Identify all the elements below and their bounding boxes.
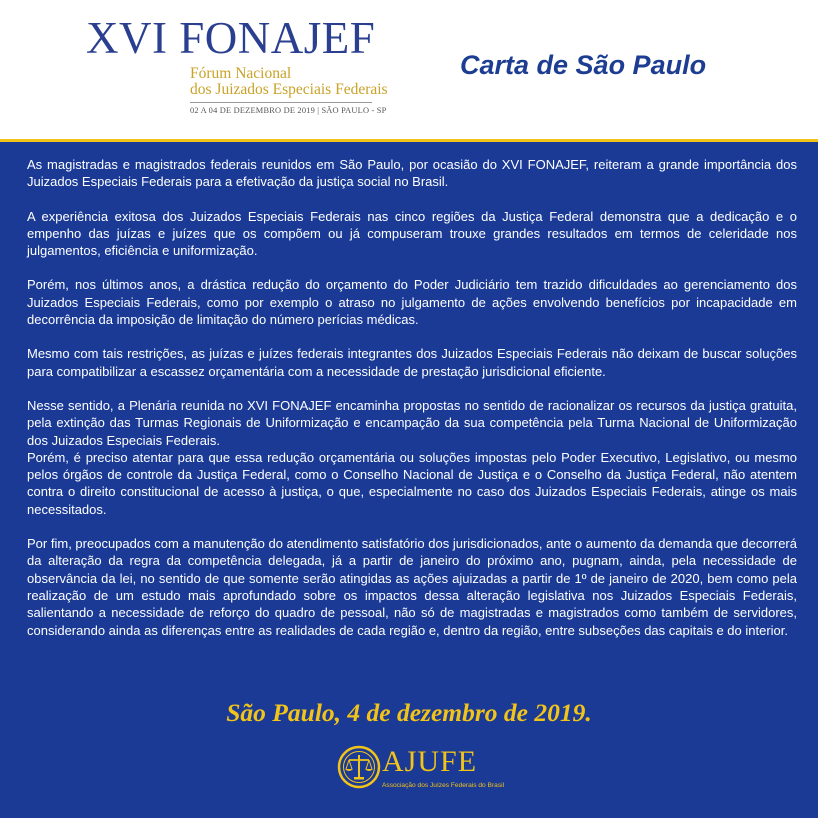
paragraph: Nesse sentido, a Plenária reunida no XVI FONAJEF encaminha propostas no sentido de racionalizar os recursos da justiça gratuita, pela extinção das Turmas Regionais de Uniformização e encampação da sua competência pela Turma Nacional de Uniformização dos Juizados Especiais Federais. xyxy=(27,397,797,448)
logo-subtitle-line2: dos Juizados Especiais Federais xyxy=(190,81,388,98)
paragraph: Por fim, preocupados com a manutenção do atendimento satisfatório dos jurisdicionados, ante o aumento da demanda que decorrerá da alteração da regra da competência delegada, já a partir de janeiro do próximo ano, pugnam, ainda, pela necessidade de observância da lei, no sentido de que somente serão atingidas as ações ajuizadas a partir de 1º de janeiro de 2020, bem como pela realização de um estudo mais aprofundado sobre os impactos dessa alteração legislativa nos Juizados Especiais Federais, salientando a necessidade de reforço do quadro de pessoal, não só de magistradas e magistrados como também de servidores, considerando ainda as diferenças entre as realidades de cada região e, dentro da região, entre subseções das capitais e do interior. xyxy=(27,536,797,638)
paragraph: Porém, é preciso atentar para que essa redução orçamentária ou soluções impostas pelo Poder Executivo, Legislativo, ou mesmo pelos órgãos de controle da Justiça Federal, como o Conselho Nacional de Justiça e o Conselho da Justiça Federal, não atentem contra o direito constitucional de acesso à justiça, o que, especialmente no caso dos Juizados Especiais Federais, atinge os mais necessitados. xyxy=(27,449,797,517)
fonajef-logo xyxy=(86,10,406,128)
logo-title: XVI FONAJEF xyxy=(86,13,376,63)
paragraph: Mesmo com tais restrições, as juízas e juízes federais integrantes dos Juizados Especiais Federais não deixam de buscar soluções para compatibilizar a escassez orçamentária com a necessidade de prestação jurisdicional eficiente. xyxy=(27,346,797,379)
signoff-date-line: São Paulo, 4 de dezembro de 2019. xyxy=(226,698,592,727)
ajufe-tagline: Associação dos Juízes Federais do Brasil xyxy=(382,782,505,789)
ajufe-logo xyxy=(336,744,505,796)
scales-of-justice-icon xyxy=(336,744,382,790)
logo-event-dates: 02 A 04 DE DEZEMBRO DE 2019 | SÃO PAULO - SP xyxy=(190,106,387,115)
logo-divider xyxy=(190,102,372,103)
logo-subtitle-line1: Fórum Nacional xyxy=(190,65,292,82)
paragraph: A experiência exitosa dos Juizados Especiais Federais nas cinco regiões da Justiça Federal demonstra que a dedicação e o empenho das juízas e juízes que os compõem ou já compuseram trouxe grandes resultados em termos de celeridade nos julgamentos, eficiência e uniformização. xyxy=(27,208,797,259)
paragraph: Porém, nos últimos anos, a drástica redução do orçamento do Poder Judiciário tem trazido dificuldades ao gerenciamento dos Juizados Especiais Federais, como por exemplo o atraso no julgamento de ações envolvendo benefícios por incapacidade em decorrência da imposição de limitação do número perícias médicas. xyxy=(27,277,797,328)
letter-body xyxy=(27,156,797,656)
paragraph: As magistradas e magistrados federais reunidos em São Paulo, por ocasião do XVI FONAJEF, reiteram a grande importância dos Juizados Especiais Federais para a efetivação da justiça social no Brasil. xyxy=(27,157,797,190)
ajufe-wordmark: AJUFE xyxy=(382,745,478,778)
document-title: Carta de São Paulo xyxy=(460,50,707,80)
header xyxy=(0,0,818,142)
